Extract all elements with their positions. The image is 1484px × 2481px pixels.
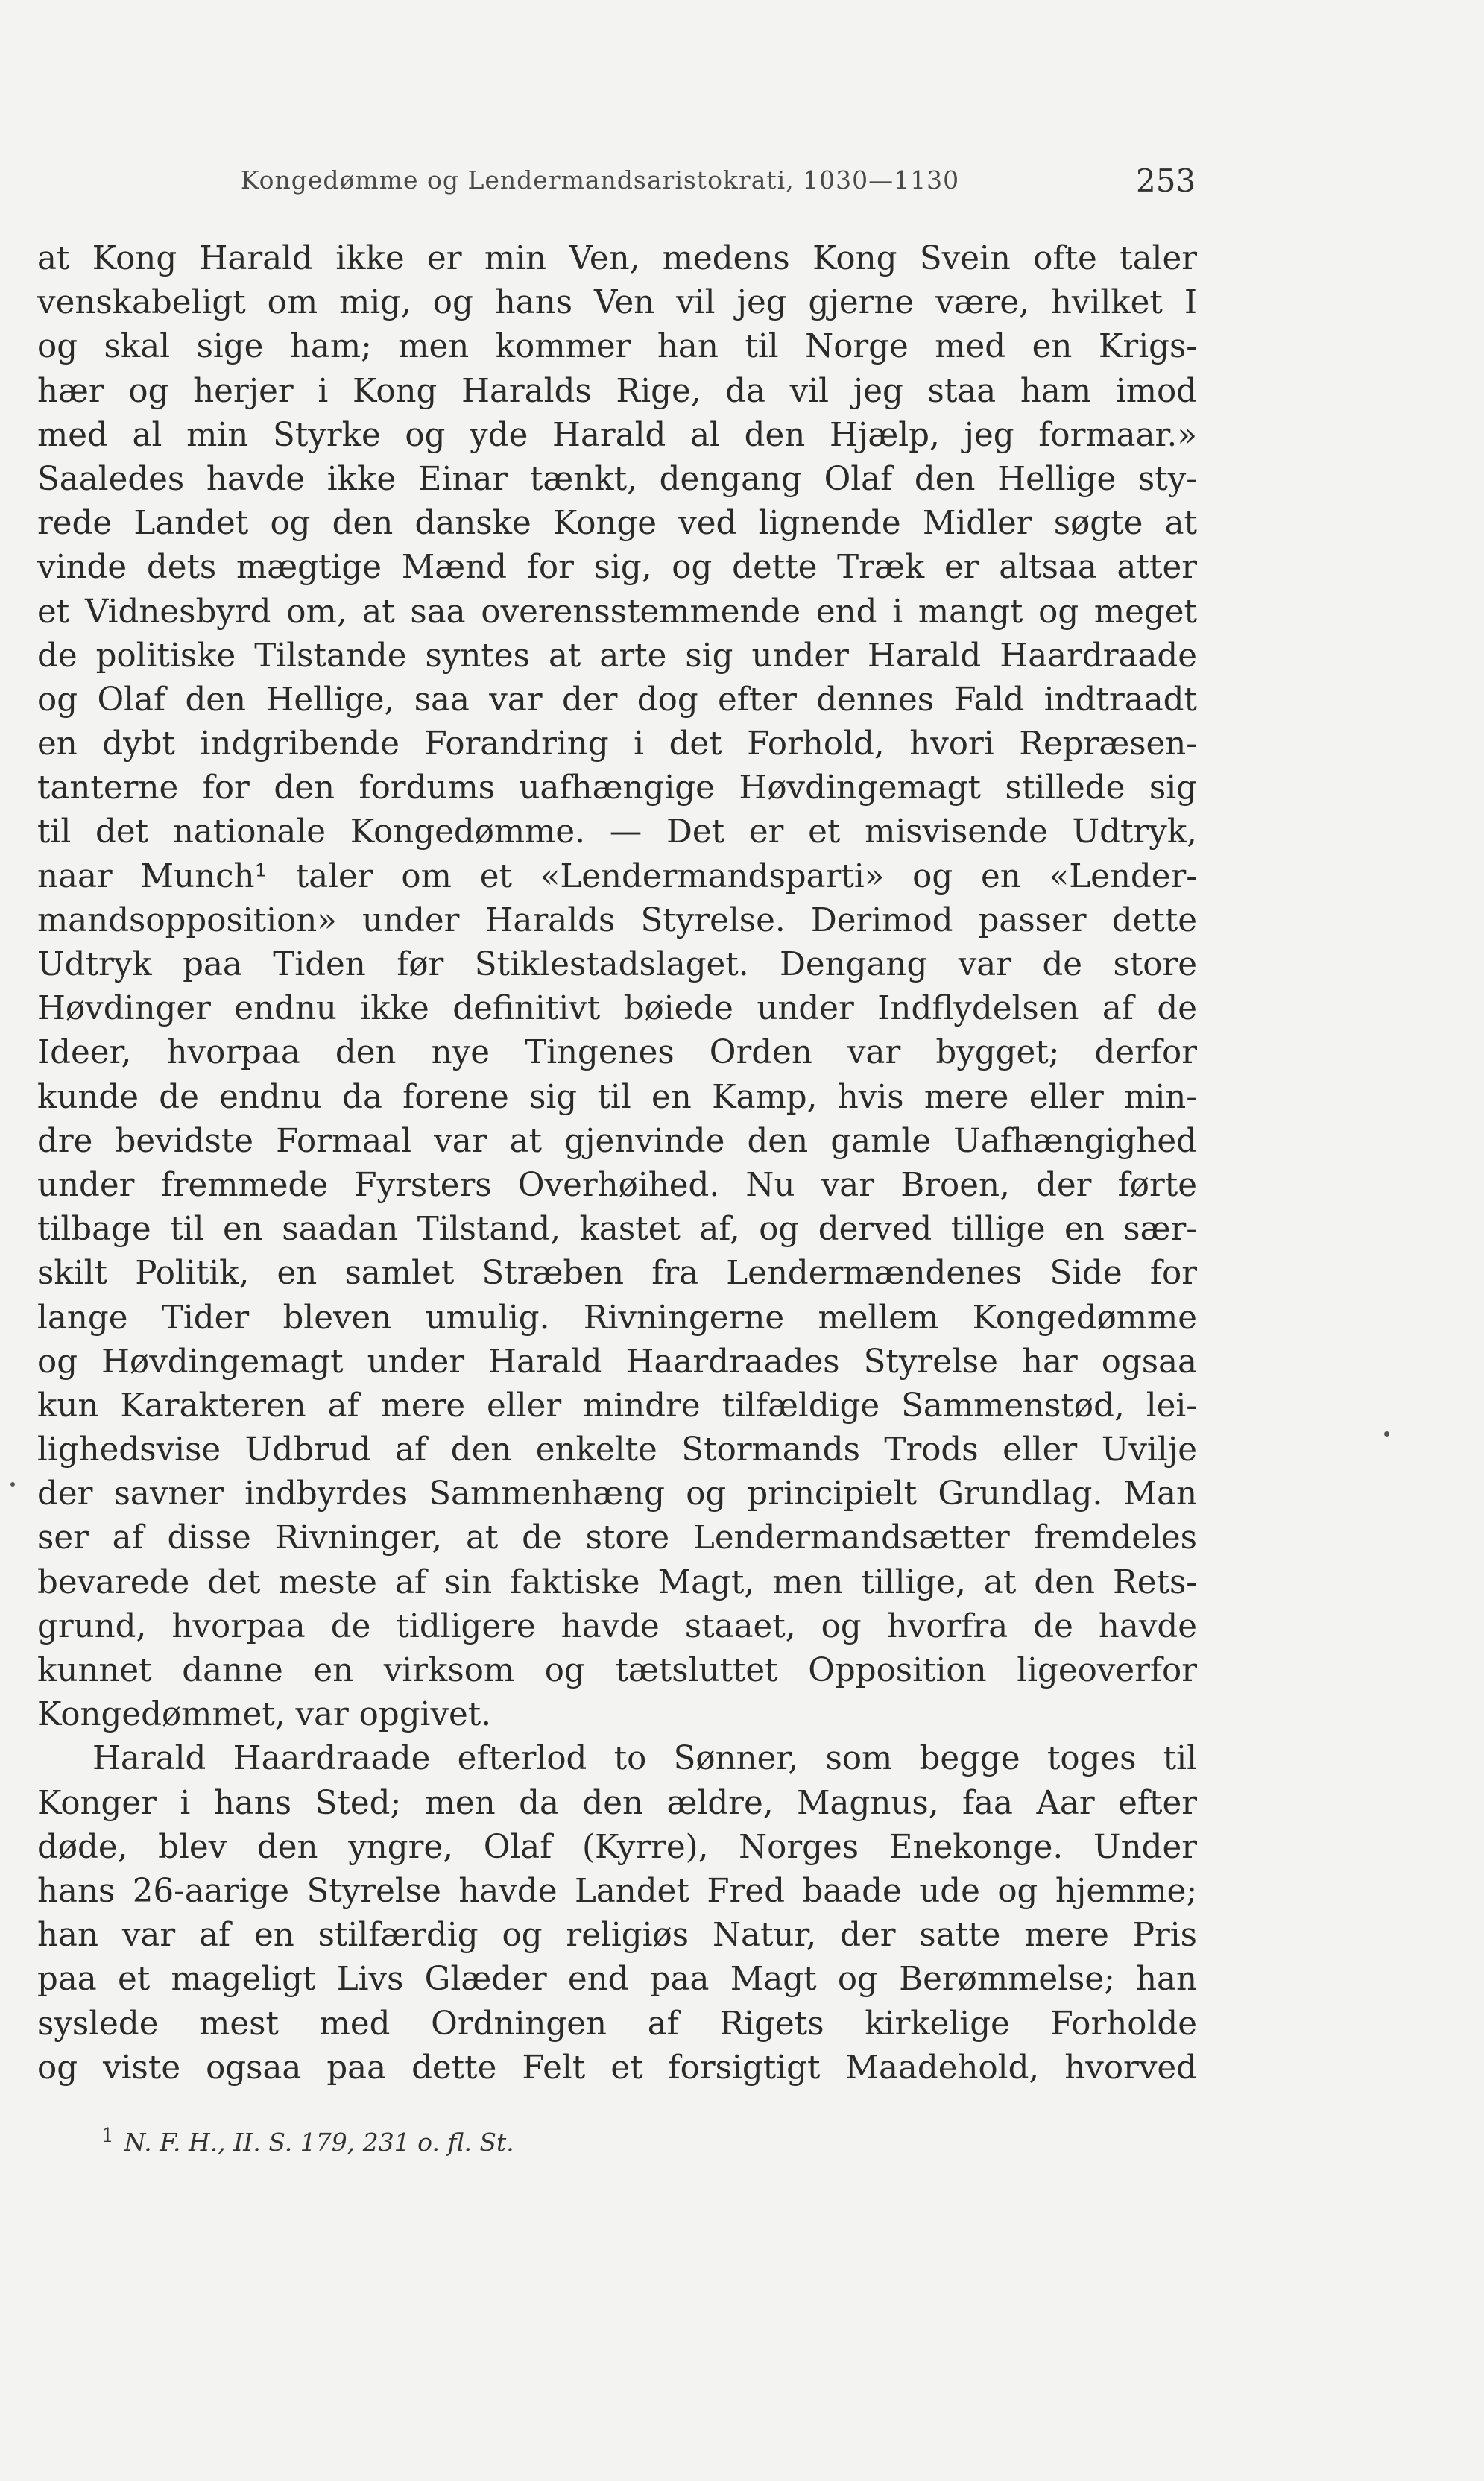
text-line: Saaledes havde ikke Einar tænkt, dengang Olaf den Hellige sty- <box>37 460 1197 498</box>
text-line: der savner indbyrdes Sammenhæng og principielt Grundlag. Man <box>37 1475 1197 1513</box>
footnote-marker: 1 <box>101 2125 114 2147</box>
scan-speck <box>10 1482 15 1487</box>
text-line: med al min Styrke og yde Harald al den Hjælp, jeg formaar.» <box>37 416 1197 454</box>
page-number: 253 <box>1136 163 1196 199</box>
text-line: rede Landet og den danske Konge ved lignende Midler søgte at <box>37 505 1197 543</box>
text-line: døde, blev den yngre, Olaf (Kyrre), Norges Enekonge. Under <box>37 1828 1197 1866</box>
text-line: lighedsvise Udbrud af den enkelte Stormands Trods eller Uvilje <box>37 1431 1197 1469</box>
text-line: venskabeligt om mig, og hans Ven vil jeg gjerne være, hvilket I <box>37 284 1197 322</box>
text-line: de politiske Tilstande syntes at arte sig under Harald Haardraade <box>37 637 1197 675</box>
text-line: og Olaf den Hellige, saa var der dog efter dennes Fald indtraadt <box>37 681 1197 719</box>
text-line: skilt Politik, en samlet Stræben fra Lendermændenes Side for <box>37 1255 1197 1293</box>
body-text <box>37 237 1197 2090</box>
text-line: Konger i hans Sted; men da den ældre, Magnus, faa Aar efter <box>37 1784 1197 1822</box>
running-head: Kongedømme og Lendermandsaristokrati, 1030—1130 <box>240 165 960 195</box>
text-line: en dybt indgribende Forandring i det Forhold, hvori Repræsen- <box>37 725 1197 763</box>
text-line: Ideer, hvorpaa den nye Tingenes Orden var bygget; derfor <box>37 1034 1197 1072</box>
paragraph-end-line: Kongedømmet, var opgivet. <box>37 1696 492 1734</box>
text-line: dre bevidste Formaal var at gjenvinde den gamle Uafhængighed <box>37 1122 1197 1160</box>
scan-speck <box>1384 1431 1389 1437</box>
text-line: ser af disse Rivninger, at de store Lendermandsætter fremdeles <box>37 1519 1197 1557</box>
footnote <box>101 2125 514 2157</box>
text-line: og Høvdingemagt under Harald Haardraades Styrelse har ogsaa <box>37 1343 1197 1381</box>
text-line: lange Tider bleven umulig. Rivningerne mellem Kongedømme <box>37 1299 1197 1337</box>
footnote-text: N. F. H., II. S. 179, 231 o. fl. St. <box>124 2128 514 2157</box>
text-line: et Vidnesbyrd om, at saa overensstemmende end i mangt og meget <box>37 593 1197 631</box>
text-line: kun Karakteren af mere eller mindre tilfældige Sammenstød, lei- <box>37 1387 1197 1425</box>
text-line: til det nationale Kongedømme. — Det er et misvisende Udtryk, <box>37 813 1197 851</box>
text-line: og viste ogsaa paa dette Felt et forsigtigt Maadehold, hvorved <box>37 2049 1197 2087</box>
text-line: syslede mest med Ordningen af Rigets kirkelige Forholde <box>37 2005 1197 2043</box>
text-line: mandsopposition» under Haralds Styrelse. Derimod passer dette <box>37 901 1197 939</box>
text-line: Udtryk paa Tiden før Stiklestadslaget. Dengang var de store <box>37 946 1197 983</box>
paragraph-start-line: Harald Haardraade efterlod to Sønner, som begge toges til <box>92 1740 1197 1778</box>
text-line: paa et mageligt Livs Glæder end paa Magt og Berømmelse; han <box>37 1961 1197 1999</box>
text-line: under fremmede Fyrsters Overhøihed. Nu var Broen, der førte <box>37 1166 1197 1204</box>
text-line: han var af en stilfærdig og religiøs Natur, der satte mere Pris <box>37 1917 1197 1955</box>
text-line: naar Munch¹ taler om et «Lendermandsparti» og en «Lender- <box>37 857 1197 895</box>
text-line: kunde de endnu da forene sig til en Kamp, hvis mere eller min- <box>37 1078 1197 1116</box>
text-line: kunnet danne en virksom og tætsluttet Opposition ligeoverfor <box>37 1652 1197 1689</box>
text-line: og skal sige ham; men kommer han til Norge med en Krigs- <box>37 328 1197 366</box>
text-line: hans 26-aarige Styrelse havde Landet Fred baade ude og hjemme; <box>37 1872 1197 1910</box>
text-line: bevarede det meste af sin faktiske Magt, men tillige, at den Rets- <box>37 1563 1197 1601</box>
text-line: vinde dets mægtige Mænd for sig, og dette Træk er altsaa atter <box>37 549 1197 587</box>
text-line: grund, hvorpaa de tidligere havde staaet, og hvorfra de havde <box>37 1607 1197 1645</box>
text-line: at Kong Harald ikke er min Ven, medens Kong Svein ofte taler <box>37 240 1197 277</box>
text-line: tanterne for den fordums uafhængige Høvdingemagt stillede sig <box>37 769 1197 807</box>
text-line: hær og herjer i Kong Haralds Rige, da vil jeg staa ham imod <box>37 372 1197 410</box>
text-line: Høvdinger endnu ikke definitivt bøiede under Indflydelsen af de <box>37 990 1197 1028</box>
text-line: tilbage til en saadan Tilstand, kastet af, og derved tillige en sær- <box>37 1211 1197 1249</box>
